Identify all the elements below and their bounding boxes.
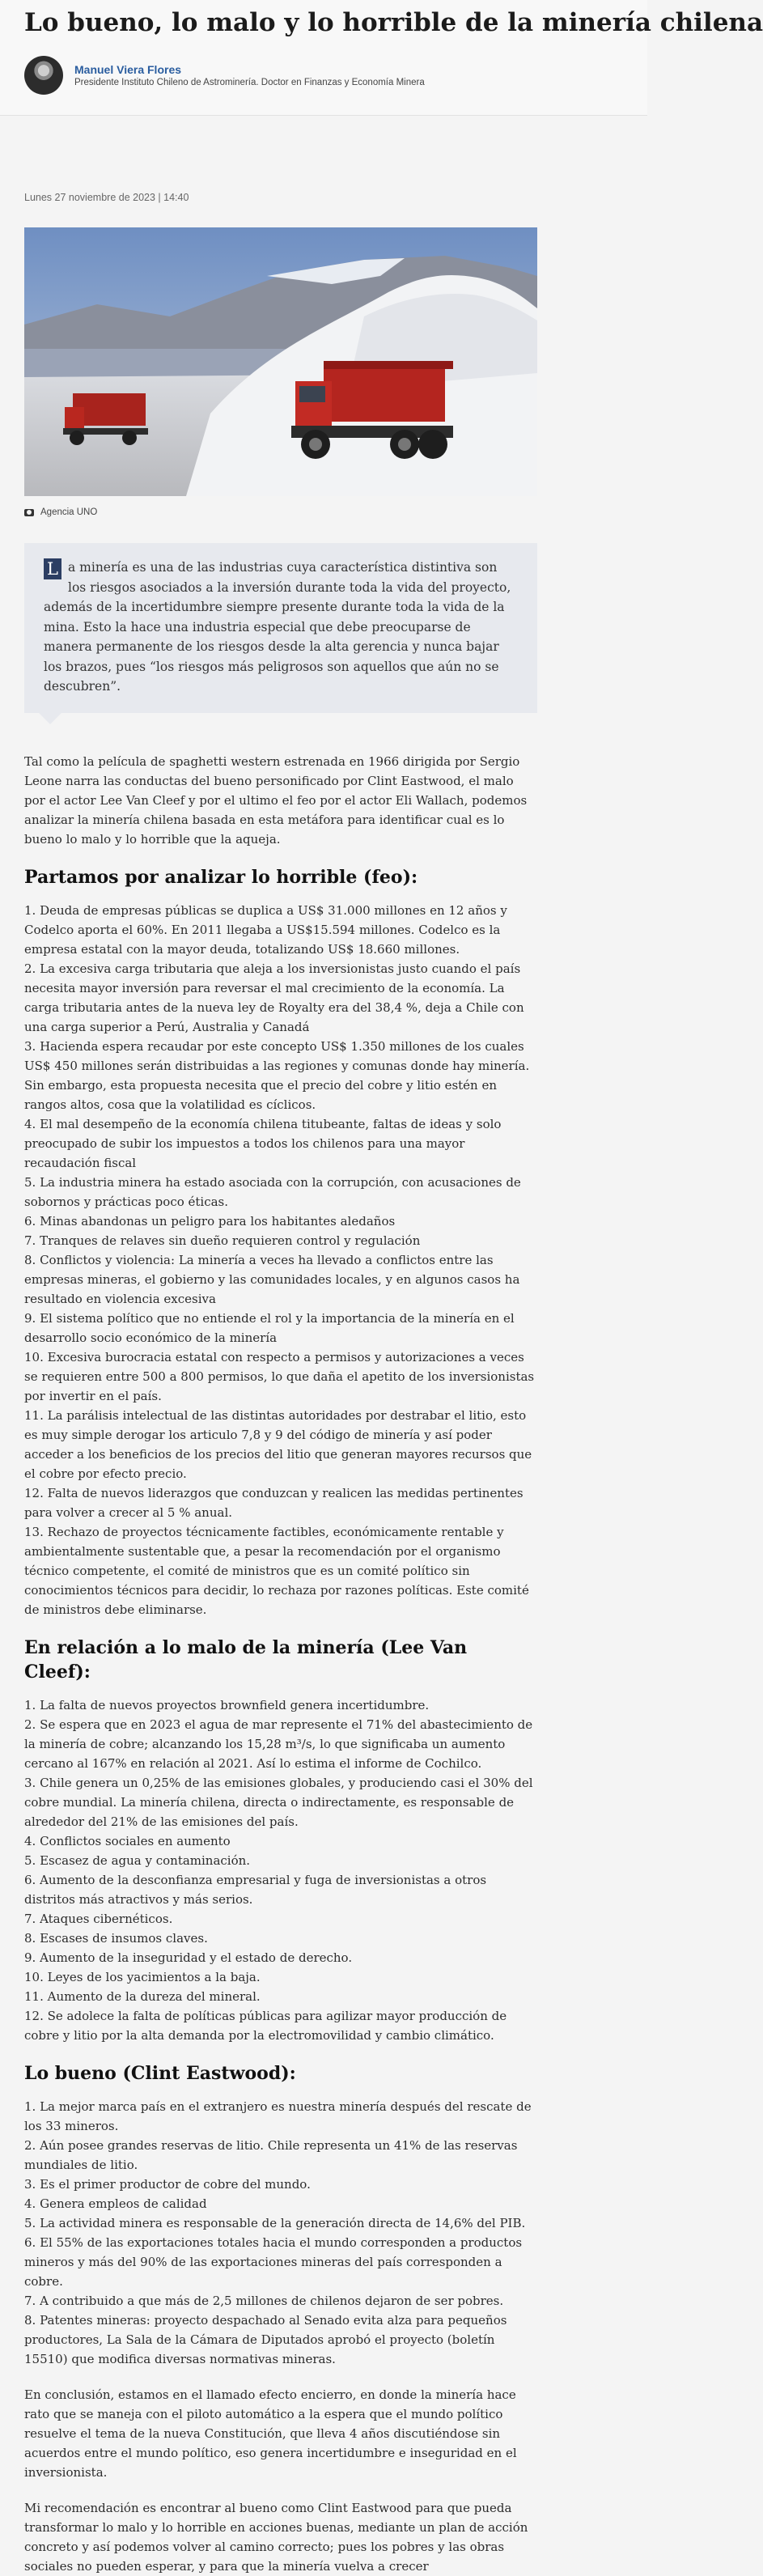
lead-text: a minería es una de las industrias cuya característica distintiva son los riesgos asociados a la inversión durante toda la vida del proyecto, además de la incertidumbre siempre presente durante toda la vida de la mina. Esto la hace una industria especial que debe preocuparse de manera permanente de los riesgos desde la alta gerencia y nunca bajar los brazos, pues “los riesgos más peligrosos son aquellos que aún no se descubren”. — [44, 560, 511, 694]
list-item: 7. A contribuido a que más de 2,5 millones de chilenos dejaron de ser pobres. — [24, 2293, 504, 2308]
list-item: 4. Genera empleos de calidad — [24, 2196, 207, 2211]
list-item: 1. Deuda de empresas públicas se duplica a US$ 31.000 millones en 12 años y Codelco aporta el 60%. En 2011 llegaba a US$15.594 millones. Codelco es la empresa estatal con la mayor deuda, totalizando US$ 18.660 millones. — [24, 902, 507, 957]
recommendation-paragraph: Mi recomendación es encontrar al bueno como Clint Eastwood para que pueda transformar lo malo y lo horrible en acciones buenas, mediante un plan de acción concreto y así podemos volver al camino correcto; pues los pobres y las obras sociales no pueden esperar, y para que la minería vuelva a crecer — [24, 2500, 528, 2574]
list-malo — [24, 1695, 537, 2045]
list-item: 8. Patentes mineras: proyecto despachado al Senado evita alza para pequeños productores, La Sala de la Cámara de Diputados aprobó el proyecto (boletín 15510) que modifica diversas normativas mineras. — [24, 2312, 507, 2366]
author-byline — [0, 39, 647, 99]
list-item: 12. Se adolece la falta de políticas públicas para agilizar mayor producción de cobre y litio por la alta demanda por la electromovilidad y cambio climático. — [24, 2008, 507, 2043]
camera-icon — [24, 509, 34, 516]
photo-credit-label: Agencia UNO — [40, 507, 98, 517]
list-item: 13. Rechazo de proyectos técnicamente factibles, económicamente rentable y ambientalmente sustentable que, a pesar la recomendación por el organismo técnico competente, el comité de ministros que es un comité político sin conocimientos técnicos para decidir, lo rechaza por razones políticas. Este comité de ministros debe eliminarse. — [24, 1524, 529, 1617]
list-item: 10. Excesiva burocracia estatal con respecto a permisos y autorizaciones a veces se requieren entre 500 a 800 permisos, lo que daña el apetito de los inversionistas por invertir en el país. — [24, 1349, 535, 1403]
list-item: 8. Escases de insumos claves. — [24, 1930, 208, 1946]
list-item: 3. Chile genera un 0,25% de las emisiones globales, y produciendo casi el 30% del cobre mundial. La minería chilena, directa o indirectamente, es responsable de alrededor del 21% de las emisiones del país. — [24, 1775, 533, 1829]
list-item: 9. Aumento de la inseguridad y el estado de derecho. — [24, 1950, 353, 1965]
list-item: 10. Leyes de los yacimientos a la baja. — [24, 1969, 261, 1984]
section-heading-bueno: Lo bueno (Clint Eastwood): — [24, 2062, 296, 2084]
article-photo — [24, 227, 537, 496]
publish-date: Lunes 27 noviembre de 2023 | 14:40 — [24, 192, 189, 203]
list-item: 4. El mal desempeño de la economía chilena titubeante, faltas de ideas y solo preocupado de subir los impuestos a todos los chilenos para una mayor recaudación fiscal — [24, 1116, 502, 1170]
list-item: 2. Aún posee grandes reservas de litio. Chile representa un 41% de las reservas mundiales de litio. — [24, 2137, 518, 2172]
list-item: 1. La falta de nuevos proyectos brownfield genera incertidumbre. — [24, 1697, 430, 1712]
list-item: 6. Minas abandonas un peligro para los habitantes aledaños — [24, 1213, 396, 1229]
list-bueno — [24, 2097, 537, 2369]
avatar[interactable] — [24, 56, 63, 95]
list-item: 4. Conflictos sociales en aumento — [24, 1833, 231, 1848]
list-item: 5. La actividad minera es responsable de la generación directa de 14,6% del PIB. — [24, 2215, 526, 2230]
article-body — [0, 192, 562, 2576]
page-title: Lo bueno, lo malo y lo horrible de la minería chilena — [24, 8, 763, 37]
lead-quote — [24, 543, 537, 713]
article-header — [0, 0, 763, 116]
author-name-link[interactable]: Manuel Viera Flores — [74, 63, 182, 76]
list-item: 2. Se espera que en 2023 el agua de mar represente el 71% del abastecimiento de la minería de cobre; alcanzando los 15,28 m³/s, lo que significaba un aumento cercano al 167% en relación al 2021. Así lo estima el informe de Cochilco. — [24, 1717, 533, 1771]
list-item: 6. Aumento de la desconfianza empresarial y fuga de inversionistas a otros distritos más atractivos y más serios. — [24, 1872, 487, 1907]
list-item: 8. Conflictos y violencia: La minería a veces ha llevado a conflictos entre las empresas mineras, el gobierno y las comunidades locales, y en algunos casos ha resultado en violencia excesiva — [24, 1252, 520, 1306]
list-item: 12. Falta de nuevos liderazgos que conduzcan y realicen las medidas pertinentes para volver a crecer al 5 % anual. — [24, 1485, 524, 1520]
mining-truck-photo — [24, 227, 537, 496]
drop-cap: L — [44, 558, 61, 579]
section-heading-horrible: Partamos por analizar lo horrible (feo): — [24, 866, 418, 888]
conclusion-paragraph: En conclusión, estamos en el llamado efecto encierro, en donde la minería hace rato que se maneja con el piloto automático a la espera que el mundo político resuelve el tema de la nueva Constitución, que lleva 4 años discutiéndose sin acuerdos entre el mundo político, eso genera incertidumbre e inseguridad en el inversionista. — [24, 2387, 517, 2480]
list-item: 3. Es el primer productor de cobre del mundo. — [24, 2176, 311, 2192]
list-item: 9. El sistema político que no entiende el rol y la importancia de la minería en el desarrollo socio económico de la minería — [24, 1310, 515, 1345]
intro-paragraph: Tal como la película de spaghetti western estrenada en 1966 dirigida por Sergio Leone narra las conductas del bueno personificado por Clint Eastwood, el malo por el actor Lee Van Cleef y por el ultimo el feo por el actor Eli Wallach, podemos analizar la minería chilena basada en esta metáfora para identificar cual es lo bueno lo malo y lo horrible que la aqueja. — [24, 753, 528, 847]
list-item: 5. Escasez de agua y contaminación. — [24, 1852, 251, 1868]
list-item: 2. La excesiva carga tributaria que aleja a los inversionistas justo cuando el país necesita mayor inversión para reversar el mal crecimiento de la economía. La carga tributaria antes de la nueva ley de Royalty era del 38,4 %, deja a Chile con una carga superior a Perú, Australia y Canadá — [24, 961, 524, 1034]
list-item: 1. La mejor marca país en el extranjero es nuestra minería después del rescate de los 33 mineros. — [24, 2099, 532, 2133]
list-item: 7. Tranques de relaves sin dueño requieren control y regulación — [24, 1233, 421, 1248]
list-horrible — [24, 901, 537, 1619]
list-item: 7. Ataques cibernéticos. — [24, 1911, 173, 1926]
list-item: 11. Aumento de la dureza del mineral. — [24, 1988, 261, 2004]
list-item: 3. Hacienda espera recaudar por este concepto US$ 1.350 millones de los cuales US$ 450 millones serán distribuidas a las regiones y comunas donde hay minería. Sin embargo, esta propuesta necesita que el precio del cobre y litio estén en rangos altos, cosa que la volatilidad es cíclicos. — [24, 1038, 530, 1112]
list-item: 6. El 55% de las exportaciones totales hacia el mundo corresponden a productos mineros y más del 90% de las exportaciones mineras del país corresponden a cobre. — [24, 2234, 523, 2289]
divider — [0, 115, 647, 116]
photo-credit — [24, 506, 537, 519]
list-item: 5. La industria minera ha estado asociada con la corrupción, con acusaciones de sobornos y prácticas poco éticas. — [24, 1174, 521, 1209]
section-heading-malo: En relación a lo malo de la minería (Lee Van Cleef): — [24, 1636, 468, 1683]
author-role: Presidente Instituto Chileno de Astrominería. Doctor en Finanzas y Economía Minera — [74, 78, 425, 87]
list-item: 11. La parálisis intelectual de las distintas autoridades por destrabar el litio, esto es muy simple derogar los articulo 7,8 y 9 del código de minería y así poder acceder a los beneficios de los precios del litio que generan mayores recursos que el cobre por efecto precio. — [24, 1407, 532, 1481]
